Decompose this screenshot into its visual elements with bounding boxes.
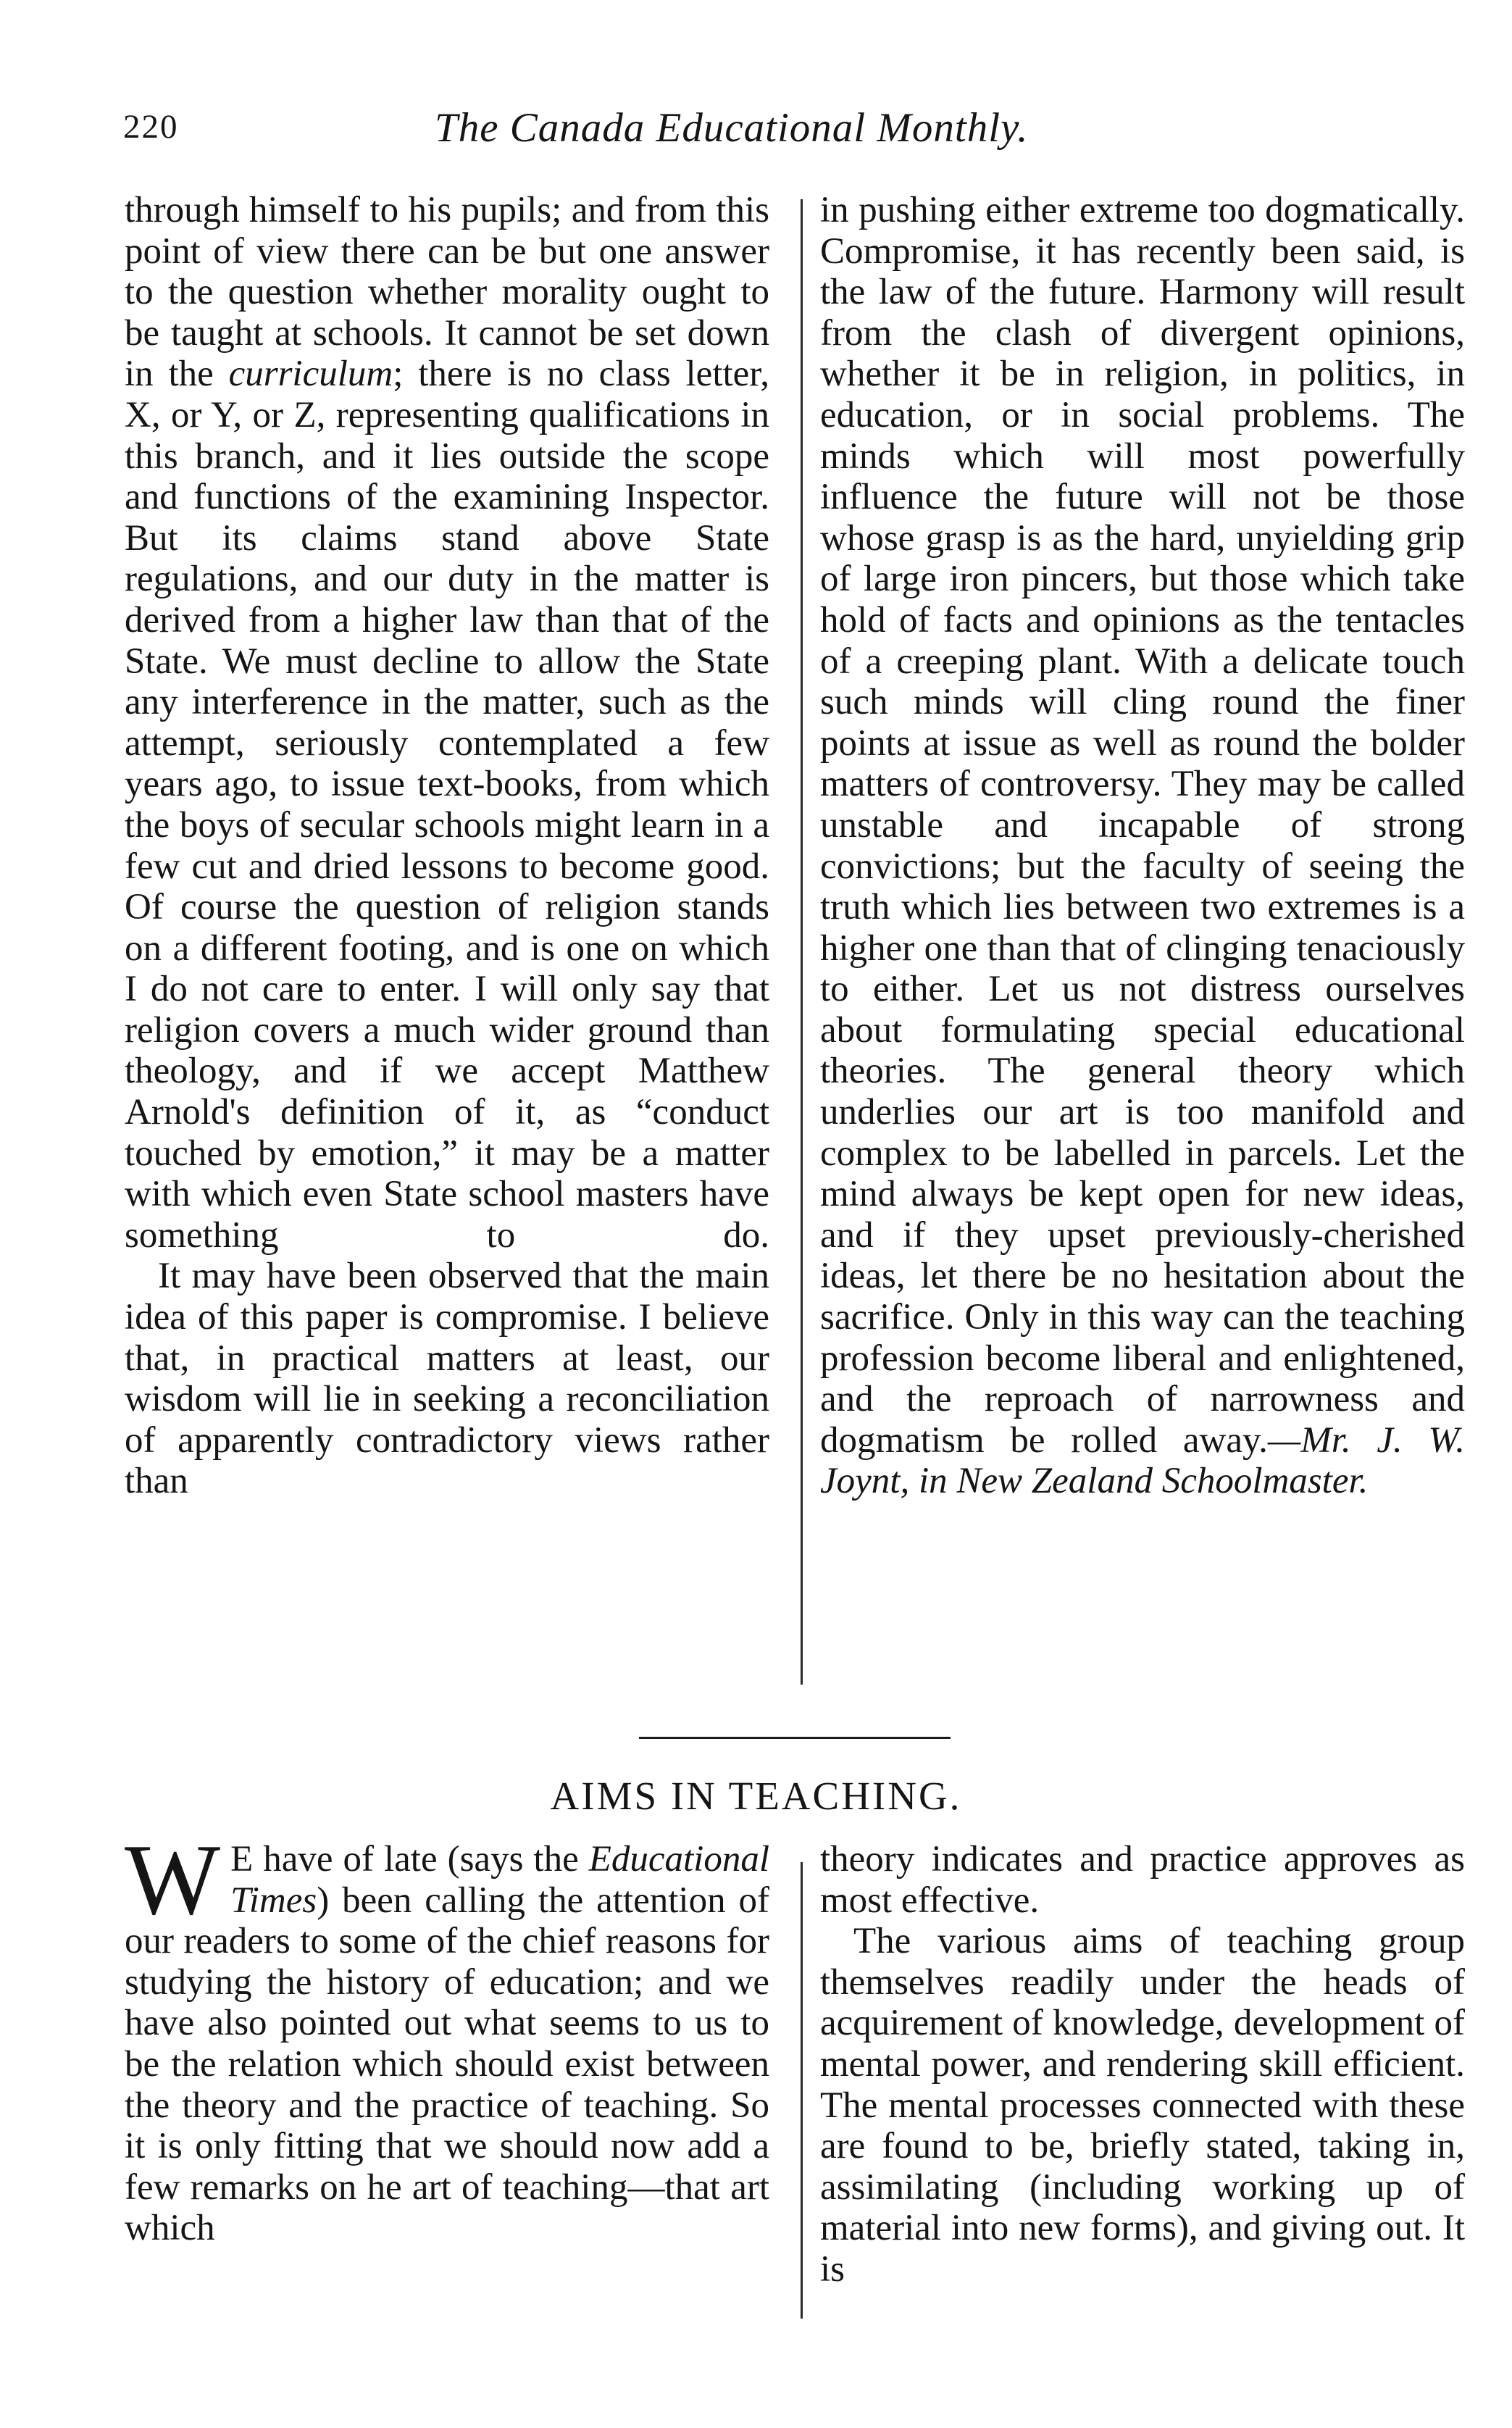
- conclusion-text: in pushing either extreme too dogmatically. Compromise, it has recently been said, is the law of the future. Harmony will result from the clash of divergent opinions, whether it be in religion, in politics, in education, or in social problems. The minds which will most powerfully influence the future will not be those whose grasp is as the hard, unyielding grip of large iron pincers, but those which take hold of facts and opinions as the tentacles of a creeping plant. With a delicate touch such minds will cling round the finer points at issue as well as round the bolder matters of controversy. They may be called unstable and incapable of strong convictions; but the faculty of seeing the truth which lies between two extremes is a higher one than that of clinging tenaciously to either. Let us not distress ourselves about formulating special educational theories. The general theory which underlies our art is too manifold and complex to be labelled in parcels. Let the mind always be kept open for new ideas, and if they upset previously-cherished ideas, let there be no hesitation about the sacrifice. Only in this way can the teaching profession become liberal and enlightened, and the reproach of narrowness and dogmatism be rolled away.: [820, 190, 1465, 1461]
- opening-paragraph: [125, 1824, 769, 2249]
- drop-cap: W: [125, 1824, 221, 1936]
- article-title: AIMS IN TEACHING.: [550, 1774, 962, 1818]
- column-divider-bottom: [801, 1862, 803, 2319]
- opening-text-continued: ) been calling the attention of our readers to some of the chief reasons for studying the history of education; and we have also pointed out what seems to us to be the relation which should exist between the theory and the practice of teaching. So it is only fitting that we should now add a few remarks on he art of teaching—that art which: [125, 1880, 769, 2249]
- continued-text: ; there is no class letter, X, or Y, or Z, representing qualifications in this branch, and it lies outside the scope and functions of the examining Inspector. But its claims stand above State regulations, and our duty in the matter is derived from a higher law than that of the State. We must decline to allow the State any interference in the matter, such as the attempt, seriously contemplated a few years ago, to issue text-books, from which the boys of secular schools might learn in a few cut and dried lessons to become good. Of course the question of religion stands on a different footing, and is one on which I do not care to enter. I will only say that religion covers a much wider ground than theology, and if we accept Matthew Arnold's definition of it, as “conduct touched by emotion,” it may be a matter with which even State school masters have something to do.: [125, 354, 769, 1256]
- compromise-text: It may have been observed that the main idea of this paper is compromise. I believe that, in practical matters at least, our wisdom will lie in seeking a reconciliation of apparently contradictory views rather than: [125, 1256, 769, 1502]
- section-separator: [639, 1737, 951, 1739]
- continued-paragraph: [125, 190, 769, 1256]
- theory-text: theory indicates and practice approves as most effective.: [820, 1839, 1465, 1921]
- page-number: 220: [123, 108, 179, 146]
- column-divider: [801, 199, 803, 1685]
- aims-paragraph: [820, 1921, 1465, 2290]
- running-head: The Canada Educational Monthly.: [435, 105, 1029, 151]
- article-right-column: [820, 1839, 1465, 2290]
- aims-text: The various aims of teaching group themselves readily under the heads of acquirement of knowledge, development of mental power, and rendering skill efficient. The mental processes connected with these are found to be, briefly stated, taking in, assimilating (including working up of material into new forms), and giving out. It is: [820, 1921, 1465, 2290]
- conclusion-paragraph: [820, 190, 1465, 1502]
- attribution: —Mr. J. W. Joynt, in New Zealand Schoolmaster.: [820, 1419, 1465, 1502]
- source-title: Educational Times: [230, 1839, 769, 1921]
- continued-right-column: [820, 190, 1465, 1502]
- article-left-column: [125, 1824, 769, 2249]
- continued-left-column: [125, 190, 769, 1502]
- theory-paragraph: [820, 1839, 1465, 1921]
- compromise-paragraph: [125, 1256, 769, 1502]
- continued-text: through himself to his pupils; and from this point of view there can be but one answer to the question whether morality ought to be taught at schools. It cannot be set down in the: [125, 190, 769, 395]
- curriculum-term: curriculum: [228, 354, 393, 395]
- opening-text: E have of late (says the: [230, 1839, 579, 1880]
